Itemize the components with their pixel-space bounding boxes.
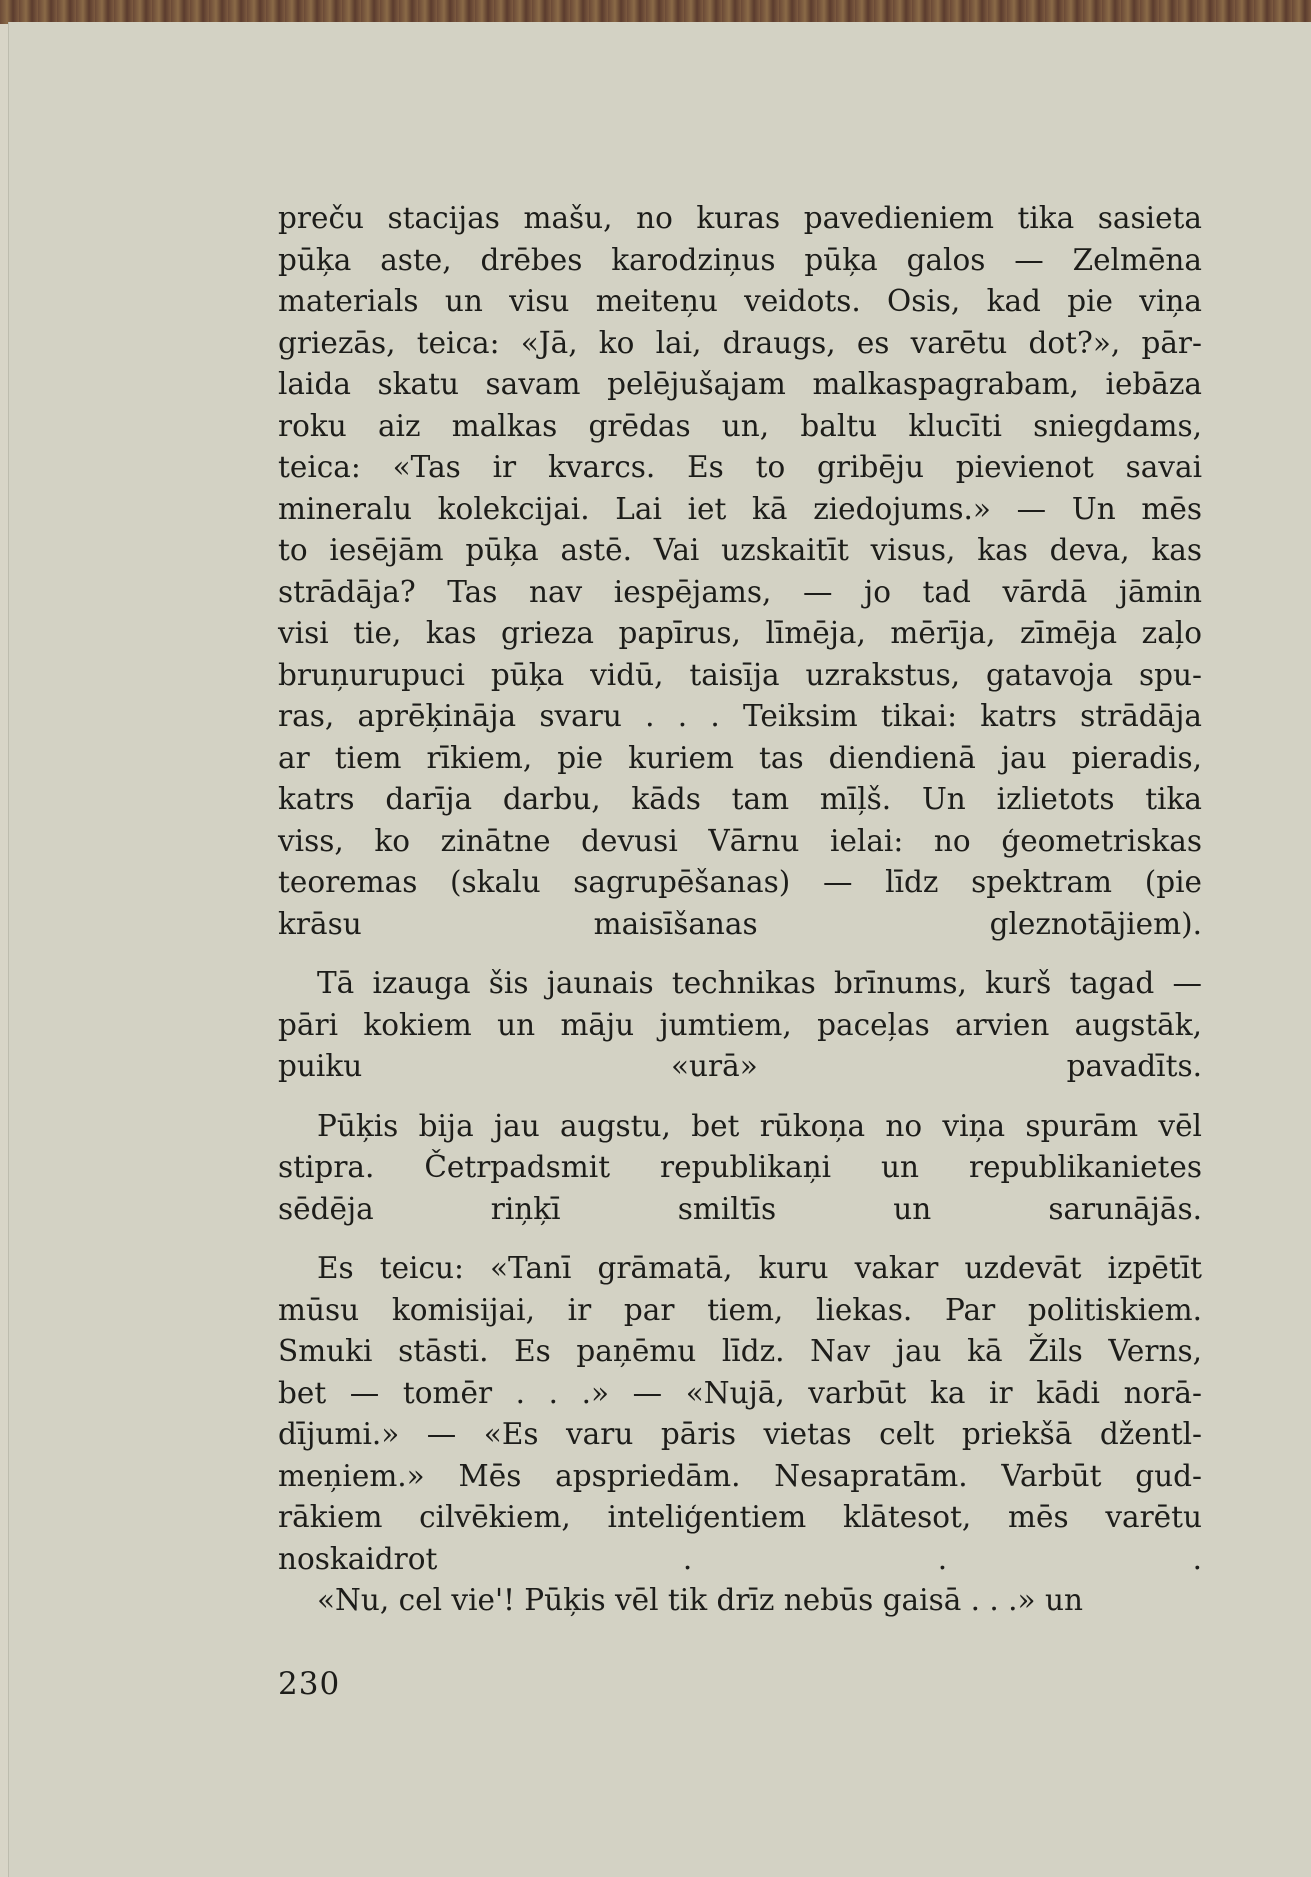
text-line: materials un visu meiteņu veidots. Osis, kad pie viņa	[278, 284, 1202, 318]
text-line: krāsu maisīšanas gleznotājiem).	[278, 906, 1202, 941]
text-line: teica: «Tas ir kvarcs. Es to gribēju pievienot savai	[278, 450, 1202, 484]
text-line: visi tie, kas grieza papīrus, līmēja, mērīja, zīmēja zaļo	[278, 616, 1202, 650]
text-line: to iesējām pūķa astē. Vai uzskaitīt visus, kas deva, kas	[278, 533, 1202, 567]
text-line: meņiem.» Mēs apspriedām. Nesapratām. Varbūt gud-	[278, 1458, 1202, 1493]
text-line: bruņurupuci pūķa vidū, taisīja uzrakstus, gatavoja spu-	[278, 657, 1202, 692]
text-line: rākiem cilvēkiem, inteliģentiem klātesot, mēs varētu	[278, 1500, 1202, 1534]
text-line: pāri kokiem un māju jumtiem, paceļas arvien augstāk,	[278, 1007, 1202, 1042]
text-line: Pūķis bija jau augstu, bet rūkoņa no viņa spurām vēl	[317, 1108, 1202, 1143]
text-line: ar tiem rīkiem, pie kuriem tas diendienā jau pieradis,	[278, 740, 1202, 775]
text-line: pūķa aste, drēbes karodziņus pūķa galos — Zelmēna	[278, 242, 1202, 277]
text-line: puiku «urā» pavadīts.	[278, 1049, 1202, 1083]
text-line: Tā izauga šis jaunais technikas brīnums, kurš tagad —	[317, 966, 1202, 1000]
text-line: griezās, teica: «Jā, ko lai, draugs, es varētu dot?», pār-	[278, 325, 1202, 360]
paragraph-1	[278, 198, 1202, 945]
text-line: strādāja? Tas nav iespējams, — jo tad vārdā jāmin	[278, 574, 1202, 609]
text-line: mineralu kolekcijai. Lai iet kā ziedojums.» — Un mēs	[278, 491, 1202, 526]
text-line: Es teicu: «Tanī grāmatā, kuru vakar uzdevāt izpētīt	[317, 1251, 1202, 1285]
body-text	[278, 198, 1202, 1622]
text-line: ras, aprēķināja svaru . . . Teiksim tikai: katrs strādāja	[278, 699, 1202, 733]
paragraph-2	[278, 963, 1202, 1088]
text-line: bet — tomēr . . .» — «Nujā, varbūt ka ir kādi norā-	[278, 1375, 1202, 1410]
text-line: viss, ko zinātne devusi Vārnu ielai: no ģeometriskas	[278, 823, 1202, 858]
text-line: teoremas (skalu sagrupēšanas) — līdz spektram (pie	[278, 865, 1202, 899]
text-line: stipra. Četrpadsmit republikaņi un republikanietes	[278, 1150, 1202, 1184]
paragraph-4	[278, 1248, 1202, 1580]
text-line: noskaidrot . . .	[278, 1541, 1202, 1576]
text-line: preču stacijas mašu, no kuras pavedieniem tika sasieta	[278, 201, 1202, 235]
text-line: sēdēja riņķī smiltīs un sarunājās.	[278, 1191, 1202, 1226]
text-line: katrs darīja darbu, kāds tam mīļš. Un izlietots tika	[278, 782, 1202, 816]
text-line: roku aiz malkas grēdas un, baltu klucīti sniegdams,	[278, 408, 1202, 443]
text-line: dījumi.» — «Es varu pāris vietas celt priekšā džentl-	[278, 1417, 1202, 1451]
text-line: «Nu, cel vie'! Pūķis vēl tik drīz nebūs gaisā . . .» un	[317, 1583, 1083, 1617]
paragraph-3	[278, 1106, 1202, 1231]
page-number: 230	[278, 1666, 341, 1702]
text-line: laida skatu savam pelējušajam malkaspagrabam, iebāza	[278, 367, 1202, 401]
text-line: mūsu komisijai, ir par tiem, liekas. Par politiskiem.	[278, 1292, 1202, 1327]
paragraph-5	[278, 1580, 1202, 1622]
book-cover-edge	[0, 0, 1311, 24]
text-line: Smuki stāsti. Es paņēmu līdz. Nav jau kā Žils Verns,	[278, 1334, 1202, 1368]
